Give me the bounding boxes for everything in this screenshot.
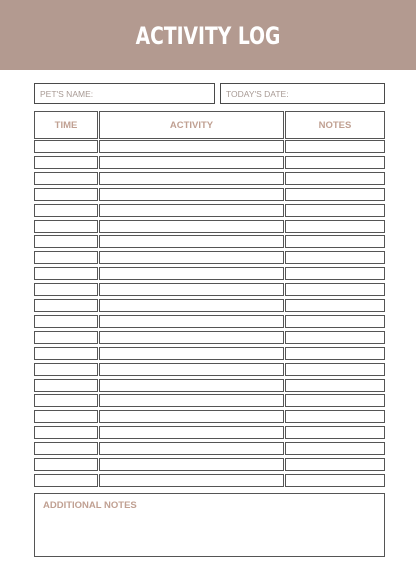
- notes-cell[interactable]: [285, 394, 385, 407]
- activity-cell[interactable]: [99, 172, 284, 185]
- time-cell[interactable]: [34, 235, 98, 248]
- notes-cell[interactable]: [285, 188, 385, 201]
- time-cell[interactable]: [34, 283, 98, 296]
- time-cell[interactable]: [34, 267, 98, 280]
- notes-cell[interactable]: [285, 426, 385, 439]
- activity-cell[interactable]: [99, 315, 284, 328]
- activity-cell[interactable]: [99, 283, 284, 296]
- time-cell[interactable]: [34, 204, 98, 217]
- activity-cell[interactable]: [99, 474, 284, 487]
- activity-cell[interactable]: [99, 442, 284, 455]
- notes-column: [285, 111, 385, 490]
- activity-cell[interactable]: [99, 220, 284, 233]
- time-column: [34, 111, 98, 490]
- time-cell[interactable]: [34, 410, 98, 423]
- time-cell[interactable]: [34, 347, 98, 360]
- time-cell[interactable]: [34, 299, 98, 312]
- notes-cell[interactable]: [285, 204, 385, 217]
- notes-cell[interactable]: [285, 299, 385, 312]
- notes-cell[interactable]: [285, 220, 385, 233]
- activity-cell[interactable]: [99, 394, 284, 407]
- time-cell[interactable]: [34, 220, 98, 233]
- time-cell[interactable]: [34, 394, 98, 407]
- pet-name-label: PET'S NAME:: [40, 89, 94, 99]
- notes-cell[interactable]: [285, 442, 385, 455]
- time-cell[interactable]: [34, 474, 98, 487]
- activity-cell[interactable]: [99, 426, 284, 439]
- notes-cell[interactable]: [285, 251, 385, 264]
- time-cell[interactable]: [34, 458, 98, 471]
- time-cell[interactable]: [34, 156, 98, 169]
- column-header-activity: ACTIVITY: [99, 111, 284, 139]
- notes-cell[interactable]: [285, 347, 385, 360]
- time-cell[interactable]: [34, 442, 98, 455]
- time-cell[interactable]: [34, 379, 98, 392]
- notes-cell[interactable]: [285, 331, 385, 344]
- todays-date-label: TODAY'S DATE:: [226, 89, 289, 99]
- notes-cell[interactable]: [285, 235, 385, 248]
- time-cell[interactable]: [34, 331, 98, 344]
- notes-cell[interactable]: [285, 458, 385, 471]
- notes-cell[interactable]: [285, 363, 385, 376]
- header-banner: [0, 0, 416, 70]
- time-cell[interactable]: [34, 363, 98, 376]
- activity-cell[interactable]: [99, 156, 284, 169]
- notes-cell[interactable]: [285, 140, 385, 153]
- time-cell[interactable]: [34, 251, 98, 264]
- additional-notes-label: ADDITIONAL NOTES: [43, 500, 137, 511]
- notes-cell[interactable]: [285, 267, 385, 280]
- notes-cell[interactable]: [285, 315, 385, 328]
- pet-name-field[interactable]: [34, 83, 215, 104]
- column-header-time: TIME: [34, 111, 98, 139]
- time-cell[interactable]: [34, 140, 98, 153]
- notes-cell[interactable]: [285, 156, 385, 169]
- activity-cell[interactable]: [99, 363, 284, 376]
- activity-column: [99, 111, 284, 490]
- time-cell[interactable]: [34, 426, 98, 439]
- time-cell[interactable]: [34, 188, 98, 201]
- activity-cell[interactable]: [99, 299, 284, 312]
- activity-cell[interactable]: [99, 251, 284, 264]
- activity-cell[interactable]: [99, 235, 284, 248]
- time-cell[interactable]: [34, 315, 98, 328]
- page-title: ACTIVITY LOG: [135, 22, 281, 50]
- activity-cell[interactable]: [99, 267, 284, 280]
- notes-cell[interactable]: [285, 172, 385, 185]
- activity-cell[interactable]: [99, 379, 284, 392]
- activity-cell[interactable]: [99, 140, 284, 153]
- activity-cell[interactable]: [99, 458, 284, 471]
- notes-cell[interactable]: [285, 379, 385, 392]
- notes-cell[interactable]: [285, 410, 385, 423]
- column-header-notes: NOTES: [285, 111, 385, 139]
- time-cell[interactable]: [34, 172, 98, 185]
- activity-cell[interactable]: [99, 331, 284, 344]
- additional-notes-box[interactable]: [34, 493, 385, 557]
- activity-cell[interactable]: [99, 410, 284, 423]
- activity-cell[interactable]: [99, 204, 284, 217]
- activity-cell[interactable]: [99, 347, 284, 360]
- activity-cell[interactable]: [99, 188, 284, 201]
- notes-cell[interactable]: [285, 283, 385, 296]
- todays-date-field[interactable]: [220, 83, 385, 104]
- notes-cell[interactable]: [285, 474, 385, 487]
